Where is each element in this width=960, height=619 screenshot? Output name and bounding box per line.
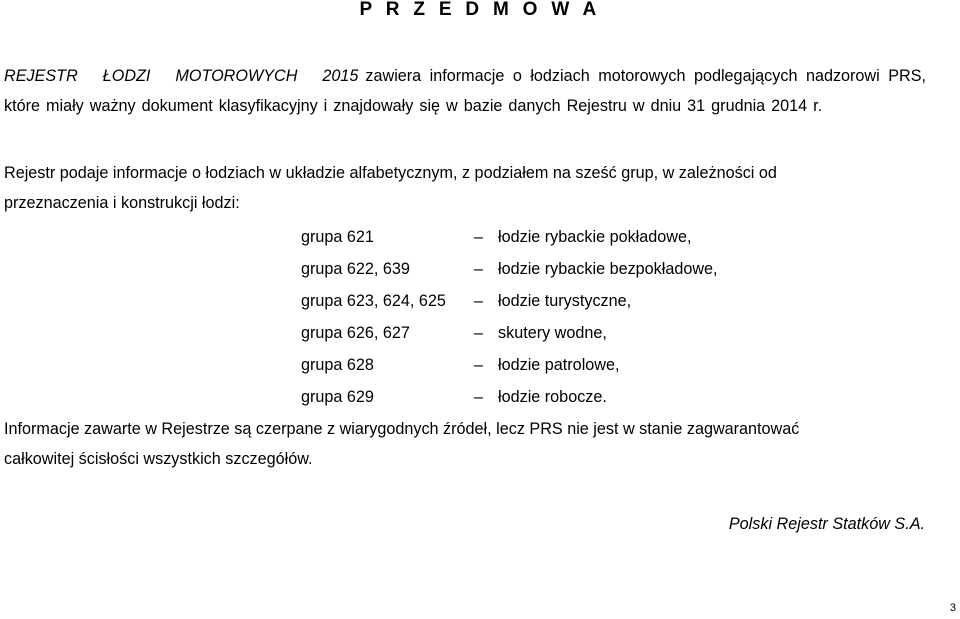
page-title: P R Z E D M O W A (359, 0, 601, 20)
groups-intro-line-2: przeznaczenia i konstrukcji łodzi: (4, 194, 240, 212)
disclaimer-line-1: Informacje zawarte w Rejestrze są czerpane z wiarygodnych źródeł, lecz PRS nie jest w stanie zagwarantować (4, 420, 800, 438)
signature: Polski Rejestr Statków S.A. (728, 515, 925, 533)
group-name: grupa 623, 624, 625 (301, 292, 446, 310)
intro-text: zawiera informacje o łodziach motorowych podlegających nadzorowi PRS, które miały ważny dokument klasyfikacyjny i znajdowały się w bazie danych Rejestru w dniu 31 grudnia 2014 r. (4, 67, 926, 115)
group-dash: – (474, 292, 484, 310)
group-dash: – (474, 260, 484, 278)
groups-intro-line-1: Rejestr podaje informacje o łodziach w układzie alfabetycznym, z podziałem na sześć grup, w zależności od (4, 164, 777, 182)
group-description: łodzie robocze. (498, 388, 607, 406)
disclaimer-paragraph (4, 414, 926, 474)
group-name: grupa 628 (301, 356, 374, 374)
group-name: grupa 629 (301, 388, 374, 406)
group-description: łodzie patrolowe, (498, 356, 620, 374)
group-name: grupa 621 (301, 228, 374, 246)
group-description: łodzie rybackie bezpokładowe, (498, 260, 718, 278)
register-name: REJESTR ŁODZI MOTOROWYCH 2015 (4, 67, 359, 85)
intro-paragraph (4, 61, 926, 121)
group-name: grupa 622, 639 (301, 260, 410, 278)
group-dash: – (474, 324, 484, 342)
page-number: 3 (949, 602, 956, 614)
group-dash: – (474, 356, 484, 374)
disclaimer-line-2: całkowitej ścisłości wszystkich szczegółów. (4, 450, 313, 468)
groups-intro-paragraph (4, 158, 926, 218)
group-description: łodzie rybackie pokładowe, (498, 228, 692, 246)
group-dash: – (474, 388, 484, 406)
group-description: skutery wodne, (498, 324, 607, 342)
group-name: grupa 626, 627 (301, 324, 410, 342)
group-description: łodzie turystyczne, (498, 292, 632, 310)
group-dash: – (474, 228, 484, 246)
